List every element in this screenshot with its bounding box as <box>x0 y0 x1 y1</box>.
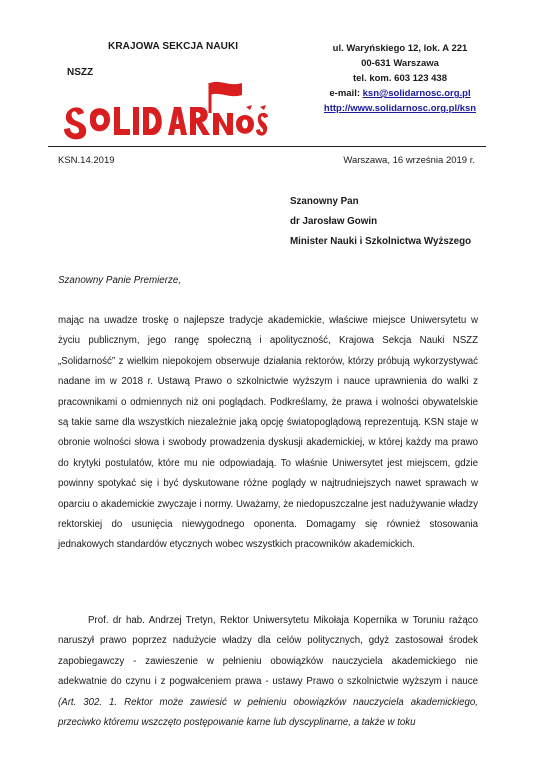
header-divider <box>48 146 486 147</box>
phone-number: tel. kom. 603 123 438 <box>352 73 447 84</box>
solidarnosc-logo <box>60 77 268 143</box>
recipient-block <box>290 192 471 252</box>
letter-salutation: Szanowny Panie Premierze, <box>58 275 182 286</box>
reference-number: KSN.14.2019 <box>58 155 115 166</box>
logo-flag-icon <box>210 82 242 113</box>
paragraph-text: mając na uwadze troskę o najlepsze tradycje akademickie, właściwe miejsce Uniwersytetu w życiu publicznym, jego rangę społeczną i apolityczność, Krajowa Sekcja Nauki NSZZ „Solidarność” z wielkim niepokojem obserwuje działania rektorów, którzy próbują wykorzystywać nadane im w 2018 r. Ustawą Prawo o szkolnictwie wyższym i nauce uprawnienia do walki z pracownikami o odmiennych niż oni poglądach. Podkreślamy, że prawa i wolności obywatelskie są takie same dla wszystkich niezależnie jaką opcję światopoglądową reprezentują. KSN staje w obronie wolności słowa i swobody prowadzenia dyskusji akademickiej, w której każdy ma prawo do krytyki postulatów, które mu nie odpowiadają. To właśnie Uniwersytet jest miejscem, gdzie powinny spotykać się i być dyskutowane różne poglądy w najtrudniejszych nawet sprawach w oparciu o akademickie zwyczaje i normy. Uważamy, że niedopuszczalne jest nadużywanie władzy rektorskiej do usunięcia niewygodnego oponenta. Domagamy się również stosowania jednakowych standardów etycznych wobec wszystkich pracowników akademickich. <box>58 315 478 551</box>
address-block <box>300 41 500 116</box>
paragraph-text <box>58 611 478 733</box>
paragraph-legal-quote: (Art. 302. 1. Rektor może zawiesić w pełnieniu obowiązków nauczyciela akademickiego, przeciwko któremu wszczęto postępowanie karne lub dyscyplinarne, a także w toku <box>58 696 478 729</box>
recipient-title: Minister Nauki i Szkolnictwa Wyższego <box>290 236 472 247</box>
logo-lettering <box>64 105 268 139</box>
email-label: e-mail: <box>329 88 363 99</box>
website-link[interactable]: http://www.solidarnosc.org.pl/ksn <box>323 103 477 114</box>
website-line <box>300 101 500 116</box>
organization-name: KRAJOWA SEKCJA NAUKI <box>108 41 239 52</box>
address-street: ul. Waryńskiego 12, lok. A 221 <box>332 43 468 54</box>
address-city: 00-631 Warszawa <box>361 58 439 69</box>
letter-date: Warszawa, 16 września 2019 r. <box>343 155 475 166</box>
email-link[interactable]: ksn@solidarnosc.org.pl <box>362 88 471 99</box>
paragraph-main-text: Prof. dr hab. Andrzej Tretyn, Rektor Uniwersytetu Mikołaja Kopernika w Toruniu rażąco naruszył prawo poprzez nadużycie władzy dla celów politycznych, gdyż zastosował środek zapobiegawczy - zawieszenie w pełnieniu obowiązków nauczyciela akademickiego nie adekwatnie do czynu i z pogwałceniem prawa - ustawy Prawo o szkolnictwie wyższym i nauce <box>58 615 478 688</box>
recipient-name: dr Jarosław Gowin <box>290 216 378 227</box>
email-line <box>300 86 500 101</box>
nszz-label: NSZZ <box>67 67 94 78</box>
body-paragraph-2 <box>58 611 478 733</box>
recipient-salutation: Szanowny Pan <box>290 196 359 207</box>
body-paragraph-1 <box>58 311 478 556</box>
